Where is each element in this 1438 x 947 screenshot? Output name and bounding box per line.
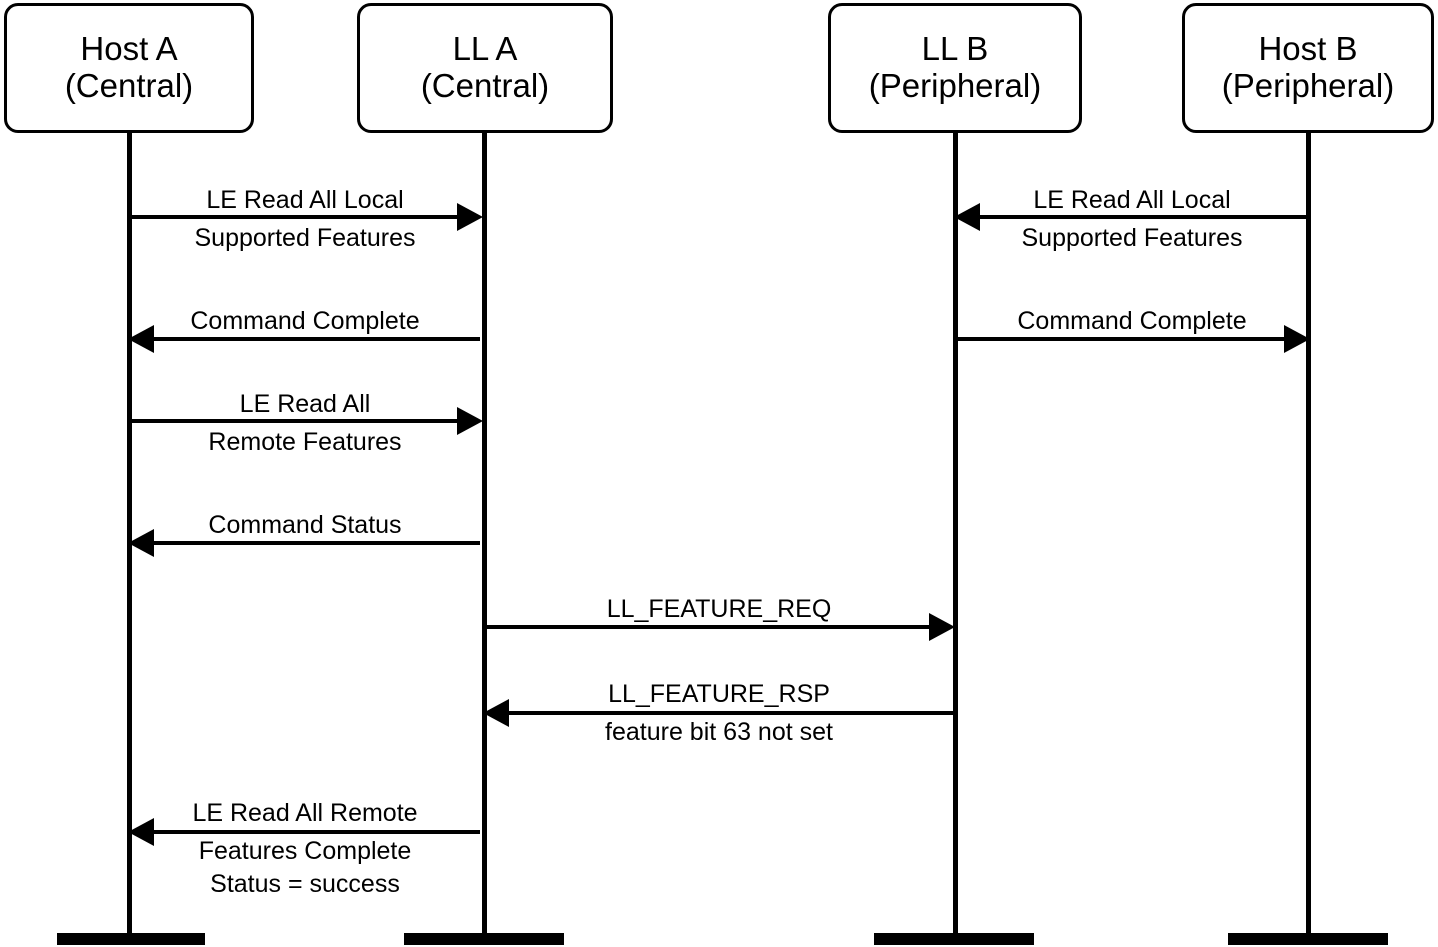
message-sublabel-le-read-all-local-supported-features-b: Supported Features bbox=[1021, 224, 1243, 252]
arrow-line-le-read-all-remote-features-complete bbox=[150, 830, 480, 834]
actor-label-line1: LL B bbox=[921, 30, 989, 68]
message-sublabel-le-read-all-remote-features: Remote Features bbox=[208, 428, 402, 456]
actor-label-line2: (Peripheral) bbox=[868, 67, 1042, 104]
message-label-le-read-all-local-supported-features-b: LE Read All Local bbox=[1033, 186, 1231, 214]
message-label-command-complete-a: Command Complete bbox=[190, 307, 420, 335]
message-sublabel-le-read-all-local-supported-features-a: Supported Features bbox=[194, 224, 416, 252]
actor-box-ll-a bbox=[357, 3, 613, 133]
message-sublabel2-le-read-all-remote-features-complete: Status = success bbox=[210, 870, 400, 898]
actor-label-line1: Host A bbox=[80, 30, 178, 68]
message-sublabel-le-read-all-remote-features-complete: Features Complete bbox=[198, 837, 412, 865]
message-label-ll-feature-rsp: LL_FEATURE_RSP bbox=[608, 680, 830, 708]
lifeline-terminator-ll-b bbox=[874, 933, 1034, 945]
arrow-line-ll-feature-rsp bbox=[508, 711, 955, 715]
actor-label-line1: Host B bbox=[1258, 30, 1358, 68]
actor-label-line1: LL A bbox=[452, 30, 518, 68]
message-label-le-read-all-local-supported-features-a: LE Read All Local bbox=[206, 186, 404, 214]
message-label-command-status: Command Status bbox=[208, 511, 402, 539]
message-label-ll-feature-req: LL_FEATURE_REQ bbox=[606, 595, 832, 623]
actor-label-line2: (Central) bbox=[420, 67, 550, 104]
message-label-command-complete-b: Command Complete bbox=[1017, 307, 1247, 335]
actor-box-ll-b bbox=[828, 3, 1082, 133]
lifeline-terminator-host-a bbox=[57, 933, 205, 945]
actor-box-host-a bbox=[4, 3, 254, 133]
arrow-line-command-complete-a bbox=[150, 337, 480, 341]
lifeline-ll-a bbox=[482, 133, 487, 936]
actor-label-line2: (Central) bbox=[64, 67, 194, 104]
arrow-line-command-status bbox=[150, 541, 480, 545]
arrow-line-command-complete-b bbox=[956, 337, 1286, 341]
arrow-line-le-read-all-local-supported-features-a bbox=[129, 215, 459, 219]
lifeline-terminator-host-b bbox=[1228, 933, 1388, 945]
actor-box-host-b bbox=[1182, 3, 1434, 133]
arrow-line-ll-feature-req bbox=[484, 625, 931, 629]
message-label-le-read-all-remote-features-complete: LE Read All Remote bbox=[192, 799, 418, 827]
lifeline-terminator-ll-a bbox=[404, 933, 564, 945]
message-sublabel-ll-feature-rsp: feature bit 63 not set bbox=[605, 718, 833, 746]
arrow-line-le-read-all-remote-features bbox=[129, 419, 459, 423]
arrow-line-le-read-all-local-supported-features-b bbox=[978, 215, 1308, 219]
actor-label-line2: (Peripheral) bbox=[1221, 67, 1395, 104]
message-label-le-read-all-remote-features: LE Read All bbox=[239, 390, 371, 418]
